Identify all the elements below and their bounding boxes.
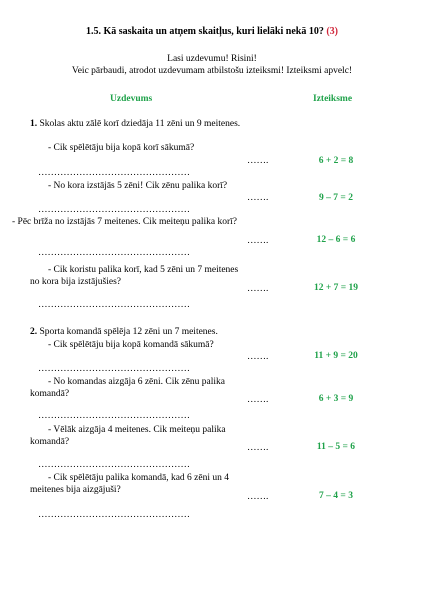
answer-line[interactable]: …………………………………………	[38, 248, 190, 258]
dots: …….	[247, 492, 269, 502]
answer-line[interactable]: …………………………………………	[38, 460, 190, 470]
task-1-question-2	[30, 180, 245, 192]
task-2-question-4	[30, 472, 245, 496]
answer-line[interactable]: …………………………………………	[38, 411, 190, 421]
answer-line[interactable]: …………………………………………	[38, 510, 190, 520]
question-text: - Vēlāk aizgāja 4 meitenes. Cik meiteņu palika komandā?	[30, 425, 226, 447]
task-1-intro-text: Skolas aktu zālē korī dziedāja 11 zēni un 9 meitenes.	[39, 119, 241, 129]
dots: …….	[247, 236, 269, 246]
instruction-line-2: Veic pārbaudi, atrodot uzdevumam atbilstošu izteiksmi! Izteiksmi apvelc!	[71, 66, 353, 76]
task-1-question-1	[30, 142, 245, 154]
question-text: - Pēc brīža no izstājās 7 meitenes. Cik meiteņu palika korī?	[12, 217, 238, 227]
question-text: - Cik spēlētāju bija kopā korī sākumā?	[48, 143, 195, 153]
instruction-line-1: Lasi uzdevumu! Risini!	[167, 54, 257, 64]
dots: …….	[247, 284, 269, 294]
expression-option[interactable]: 9 – 7 = 2	[319, 193, 353, 203]
expression-option[interactable]: 7 – 4 = 3	[319, 491, 353, 501]
task-2-question-3	[30, 424, 245, 448]
page-title	[0, 26, 424, 37]
expression-option[interactable]: 11 – 5 = 6	[316, 442, 356, 452]
task-1-question-3	[12, 216, 245, 228]
task-2-intro-text: Sporta komandā spēlēja 12 zēni un 7 meitenes.	[39, 327, 218, 337]
dots: …….	[247, 443, 269, 453]
answer-line[interactable]: …………………………………………	[38, 205, 190, 215]
task-2-intro	[30, 326, 245, 338]
header-expression: Izteiksme	[313, 94, 353, 104]
answer-line[interactable]: …………………………………………	[38, 300, 190, 310]
dots: …….	[247, 193, 269, 203]
task-2-question-2	[30, 376, 245, 400]
dots: …….	[247, 395, 269, 405]
header-task: Uzdevums	[110, 94, 153, 104]
question-text: - Cik spēlētāju palika komandā, kad 6 zēni un 4 meitenes bija aizgājuši?	[30, 473, 229, 495]
question-text: - Cik spēlētāju bija kopā komandā sākumā?	[48, 340, 214, 350]
question-text: - Cik koristu palika korī, kad 5 zēni un 7 meitenes no kora bija izstājušies?	[30, 265, 239, 287]
expression-option[interactable]: 6 + 3 = 9	[318, 394, 354, 404]
expression-option[interactable]: 12 – 6 = 6	[316, 235, 356, 245]
task-1-intro	[30, 118, 245, 130]
task-1-number: 1.	[30, 119, 38, 129]
dots: …….	[247, 352, 269, 362]
task-1-question-4	[30, 264, 245, 288]
question-text: - No komandas aizgāja 6 zēni. Cik zēnu palika komandā?	[30, 377, 226, 399]
expression-option[interactable]: 11 + 9 = 20	[314, 351, 358, 361]
answer-line[interactable]: …………………………………………	[38, 168, 190, 178]
title-count: (3)	[326, 26, 338, 37]
dots: …….	[247, 156, 269, 166]
title-text: 1.5. Kā saskaita un atņem skaitļus, kuri lielāki nekā 10?	[86, 26, 324, 37]
question-text: - No kora izstājās 5 zēni! Cik zēnu palika korī?	[48, 181, 228, 191]
expression-option[interactable]: 6 + 2 = 8	[318, 156, 354, 166]
expression-option[interactable]: 12 + 7 = 19	[313, 283, 359, 293]
task-2-question-1	[30, 339, 245, 351]
task-2-number: 2.	[30, 327, 38, 337]
answer-line[interactable]: …………………………………………	[38, 364, 190, 374]
